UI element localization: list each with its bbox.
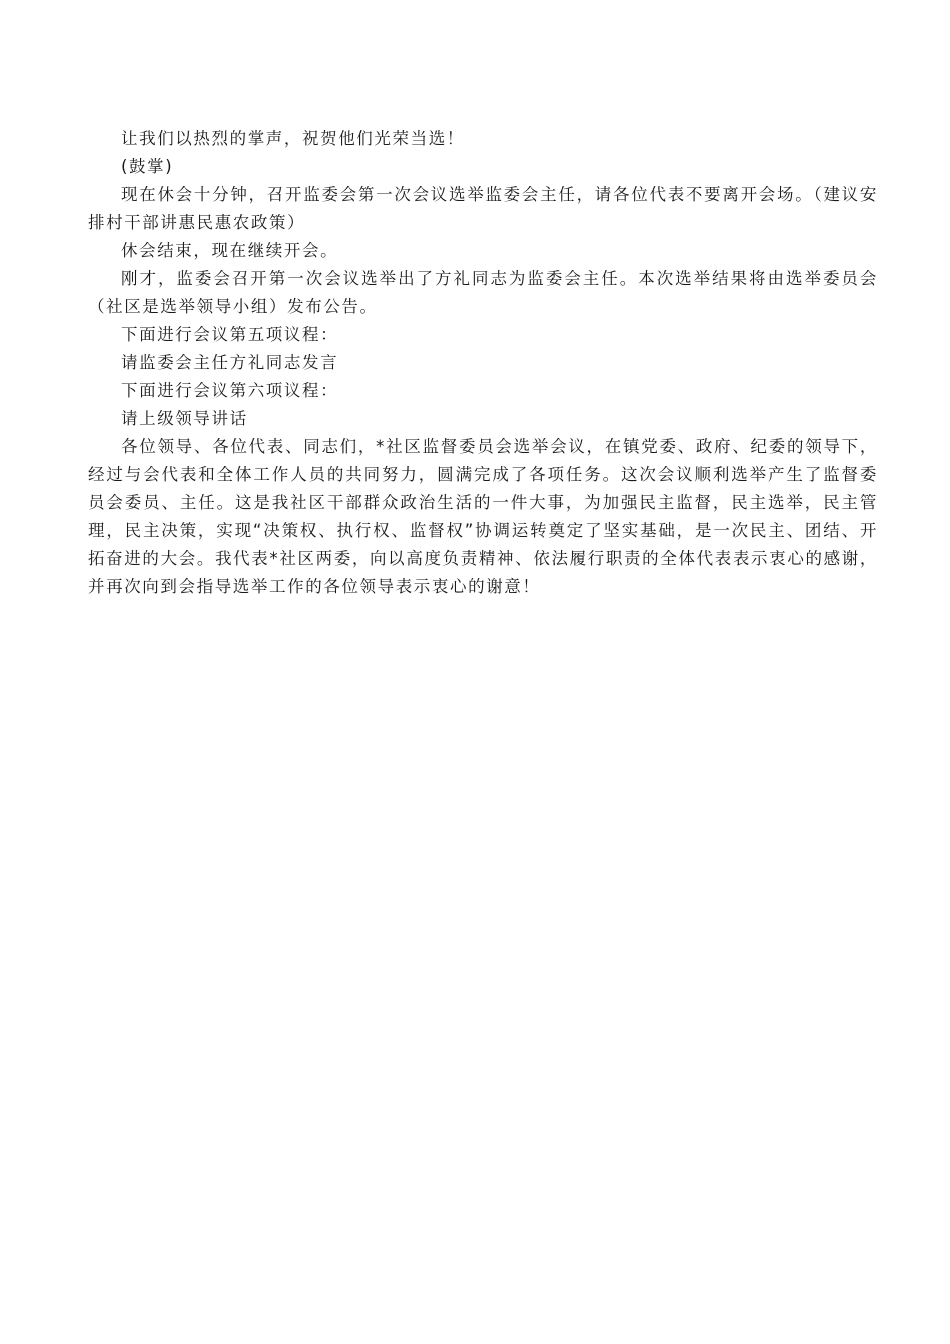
paragraph-leader-speech: 请上级领导讲话 [121,409,248,428]
paragraph-resume: 休会结束，现在继续开会。 [121,241,339,260]
paragraph-director-speech: 请监委会主任方礼同志发言 [121,353,339,372]
paragraph-election-result: 刚才，监委会召开第一次会议选举出了方礼同志为监委会主任。本次选举结果将由选举委员会（社区是选举领导小组）发布公告。 [88,269,878,316]
paragraph-agenda-five: 下面进行会议第五项议程： [121,325,339,344]
document-body [88,125,878,601]
paragraph-applause-call: 让我们以热烈的掌声，祝贺他们光荣当选！ [121,129,465,148]
paragraph-applause-note: (鼓掌) [121,157,174,176]
paragraph-recess: 现在休会十分钟，召开监委会第一次会议选举监委会主任，请各位代表不要离开会场。（建议安排村干部讲惠民惠农政策） [88,185,878,232]
paragraph-closing-remarks: 各位领导、各位代表、同志们，*社区监督委员会选举会议，在镇党委、政府、纪委的领导下，经过与会代表和全体工作人员的共同努力，圆满完成了各项任务。这次会议顺利选举产生了监督委员会委员、主任。这是我社区干部群众政治生活的一件大事，为加强民主监督，民主选举，民主管理，民主决策，实现“决策权、执行权、监督权”协调运转奠定了坚实基础，是一次民主、团结、开拓奋进的大会。我代表*社区两委，向以高度负责精神、依法履行职责的全体代表表示衷心的感谢，并再次向到会指导选举工作的各位领导表示衷心的谢意！ [88,437,878,596]
paragraph-agenda-six: 下面进行会议第六项议程： [121,381,339,400]
